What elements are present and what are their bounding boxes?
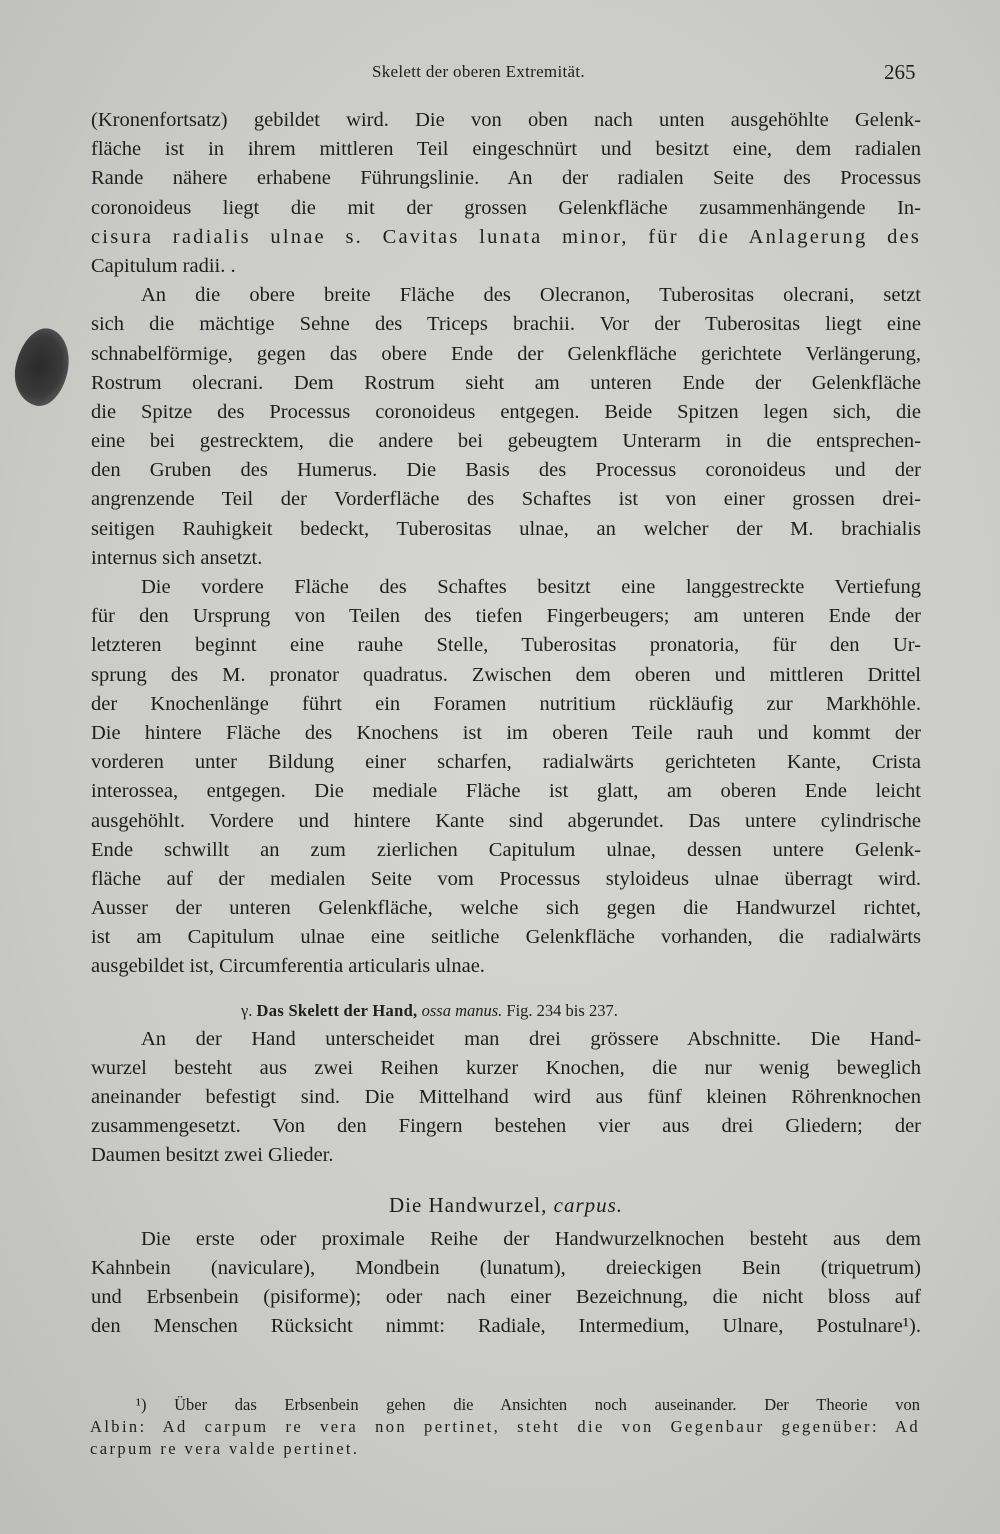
text-line: coronoideus liegt die mit der grossen Gelenkfläche zusammenhängende In- [91, 196, 921, 219]
text-line: Die hintere Fläche des Knochens ist im oberen Teile rauh und kommt der [91, 721, 921, 744]
spacer [91, 982, 921, 996]
text-line: Ausser der unteren Gelenkfläche, welche sich gegen die Handwurzel richtet, [91, 897, 921, 920]
subheading-figure-ref: Fig. 234 bis 237. [506, 1000, 618, 1020]
text-line: sich die mächtige Sehne des Triceps brachii. Vor der Tuberositas liegt eine [91, 313, 921, 336]
footnote-line: Albin: Ad carpum re vera non pertinet, steht die von Gegenbaur gegenüber: Ad [90, 1417, 920, 1436]
text-line: An der Hand unterscheidet man drei grössere Abschnitte. Die Hand- [141, 1027, 921, 1050]
text-line: und Erbsenbein (pisiforme); oder nach einer Bezeichnung, die nicht bloss auf [91, 1285, 921, 1308]
text-line: cisura radialis ulnae s. Cavitas lunata minor, für die Anlagerung des [91, 225, 921, 248]
text-line: Rostrum olecrani. Dem Rostrum sieht am unteren Ende der Gelenkfläche [91, 371, 921, 394]
section-title-italic: carpus. [553, 1192, 624, 1217]
page-number: 265 [884, 60, 916, 84]
text-line: den Gruben des Humerus. Die Basis des Processus coronoideus und der [91, 459, 921, 482]
text-line: Rande nähere erhabene Führungslinie. An der radialen Seite des Processus [91, 167, 921, 190]
footnote [90, 1394, 920, 1460]
text-line: fläche ist in ihrem mittleren Teil eingeschnürt und besitzt eine, dem radialen [91, 138, 921, 161]
body-text [91, 106, 921, 1341]
text-line: Daumen besitzt zwei Glieder. [91, 1144, 334, 1167]
footnote-line: ¹) Über das Erbsenbein gehen die Ansichten noch auseinander. Der Theorie von [136, 1395, 920, 1414]
text-line: für den Ursprung von Teilen des tiefen Fingerbeugers; am unteren Ende der [91, 605, 921, 628]
section-title-text: Die Handwurzel, [388, 1192, 548, 1217]
text-line: der Knochenlänge führt ein Foramen nutritium rückläufig zur Markhöhle. [91, 692, 921, 715]
text-line: ausgebildet ist, Circumferentia articularis ulnae. [91, 955, 485, 978]
text-line: Die erste oder proximale Reihe der Handwurzelknochen besteht aus dem [141, 1227, 921, 1250]
subheading [91, 996, 921, 1025]
text-line: Die vordere Fläche des Schaftes besitzt eine langgestreckte Vertiefung [141, 576, 921, 598]
text-line: ausgehöhlt. Vordere und hintere Kante sind abgerundet. Das untere cylindrische [91, 809, 921, 832]
text-line: Kahnbein (naviculare), Mondbein (lunatum), dreieckigen Bein (triquetrum) [91, 1256, 921, 1279]
text-line: die Spitze des Processus coronoideus entgegen. Beide Spitzen legen sich, die [91, 400, 921, 423]
text-line: (Kronenfortsatz) gebildet wird. Die von oben nach unten ausgehöhlte Gelenk- [91, 109, 921, 131]
text-line: eine bei gestrecktem, die andere bei gebeugtem Unterarm in die entsprechen- [91, 430, 921, 453]
section-title [91, 1185, 921, 1225]
text-line: interossea, entgegen. Die mediale Fläche ist glatt, am oberen Ende leicht [91, 780, 921, 803]
footnote-line: carpum re vera valde pertinet. [90, 1439, 360, 1458]
text-line: schnabelförmige, gegen das obere Ende der Gelenkfläche gerichtete Verlängerung, [91, 342, 921, 365]
text-line: aneinander befestigt sind. Die Mittelhand wird aus fünf kleinen Röhrenknochen [91, 1086, 921, 1108]
subheading-italic: ossa manus. [421, 1000, 503, 1020]
text-line: sprung des M. pronator quadratus. Zwischen dem oberen und mittleren Drittel [91, 663, 921, 686]
text-line: An die obere breite Fläche des Olecranon, Tuberositas olecrani, setzt [141, 284, 921, 307]
text-line: den Menschen Rücksicht nimmt: Radiale, Intermedium, Ulnare, Postulnare¹). [91, 1315, 921, 1338]
text-line: fläche auf der medialen Seite vom Processus styloideus ulnae überragt wird. [91, 867, 921, 890]
running-head: Skelett der oberen Extremität. [372, 62, 585, 81]
text-line: vorderen unter Bildung einer scharfen, radialwärts gerichteten Kante, Crista [91, 751, 921, 774]
text-line: ist am Capitulum ulnae eine seitliche Gelenkfläche vorhanden, die radialwärts [91, 926, 921, 949]
text-line: letzteren beginnt eine rauhe Stelle, Tuberositas pronatoria, für den Ur- [91, 634, 921, 657]
text-line: zusammengesetzt. Von den Fingern bestehen vier aus drei Gliedern; der [91, 1115, 921, 1138]
spacer [91, 1171, 921, 1185]
text-line: wurzel besteht aus zwei Reihen kurzer Knochen, die nur wenig beweglich [91, 1056, 921, 1079]
subheading-bold: Das Skelett der Hand, [256, 1000, 418, 1020]
ink-stain [8, 323, 75, 410]
text-line: Ende schwillt an zum zierlichen Capitulum ulnae, dessen untere Gelenk- [91, 838, 921, 861]
text-line: angrenzende Teil der Vorderfläche des Schaftes ist von einer grossen drei- [91, 488, 921, 511]
text-line: internus sich ansetzt. [91, 546, 263, 569]
text-line: Capitulum radii. . [91, 254, 236, 277]
text-line: seitigen Rauhigkeit bedeckt, Tuberositas ulnae, an welcher der M. brachialis [91, 517, 921, 540]
subheading-greek: γ. [241, 1000, 253, 1020]
